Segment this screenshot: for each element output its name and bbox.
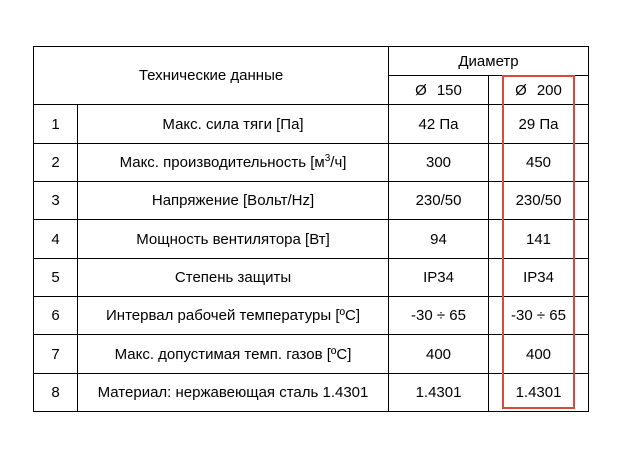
row-number: 7	[34, 335, 78, 373]
row-label: Интервал рабочей температуры [ºC]	[78, 297, 389, 335]
diameter-symbol: Ø	[415, 81, 427, 99]
header-row-top	[34, 47, 589, 76]
row-number: 6	[34, 297, 78, 335]
row-label: Напряжение [Вольт/Hz]	[78, 182, 389, 220]
value-150: -30 ÷ 65	[389, 297, 489, 335]
value-150: 230/50	[389, 182, 489, 220]
header-title: Технические данные	[138, 67, 284, 85]
row-label: Макс. допустимая темп. газов [ºC]	[78, 335, 389, 373]
diameter-symbol: Ø	[515, 81, 527, 99]
row-label-superscript: 3	[324, 152, 331, 164]
row-label: Материал: нержавеющая сталь 1.4301	[78, 373, 389, 411]
value-200: 400	[489, 335, 589, 373]
table-row	[34, 182, 589, 220]
row-number: 4	[34, 220, 78, 258]
row-label: Степень защиты	[78, 258, 389, 296]
value-200: 450	[489, 143, 589, 181]
row-label-main: Макс. производительность [м	[119, 153, 325, 171]
header-title-cell	[34, 47, 389, 105]
row-label: Мощность вентилятора [Вт]	[78, 220, 389, 258]
value-200: 29 Па	[489, 105, 589, 143]
row-label: Макс. сила тяги [Па]	[78, 105, 389, 143]
row-number: 2	[34, 143, 78, 181]
table-row	[34, 297, 589, 335]
value-150: 1.4301	[389, 373, 489, 411]
row-number: 8	[34, 373, 78, 411]
value-150: 400	[389, 335, 489, 373]
row-number: 1	[34, 105, 78, 143]
value-200: IP34	[489, 258, 589, 296]
table-row	[34, 373, 589, 411]
value-200: -30 ÷ 65	[489, 297, 589, 335]
row-number: 3	[34, 182, 78, 220]
row-number: 5	[34, 258, 78, 296]
table-row	[34, 105, 589, 143]
value-150: IP34	[389, 258, 489, 296]
value-200: 141	[489, 220, 589, 258]
value-150: 42 Па	[389, 105, 489, 143]
value-200: 230/50	[489, 182, 589, 220]
table-row	[34, 220, 589, 258]
value-150: 300	[389, 143, 489, 181]
table-row	[34, 258, 589, 296]
header-diameter-cell	[389, 47, 589, 76]
header-diameter-label: Диаметр	[458, 52, 519, 70]
col-head-200	[489, 76, 589, 105]
row-label-unit: /ч]	[330, 153, 347, 171]
col-head-200-value: 200	[536, 81, 562, 99]
col-head-150-value: 150	[436, 81, 462, 99]
table-row	[34, 335, 589, 373]
table-row	[34, 143, 589, 181]
row-label	[78, 143, 389, 181]
value-150: 94	[389, 220, 489, 258]
value-200: 1.4301	[489, 373, 589, 411]
col-head-150	[389, 76, 489, 105]
spec-table	[33, 46, 589, 412]
